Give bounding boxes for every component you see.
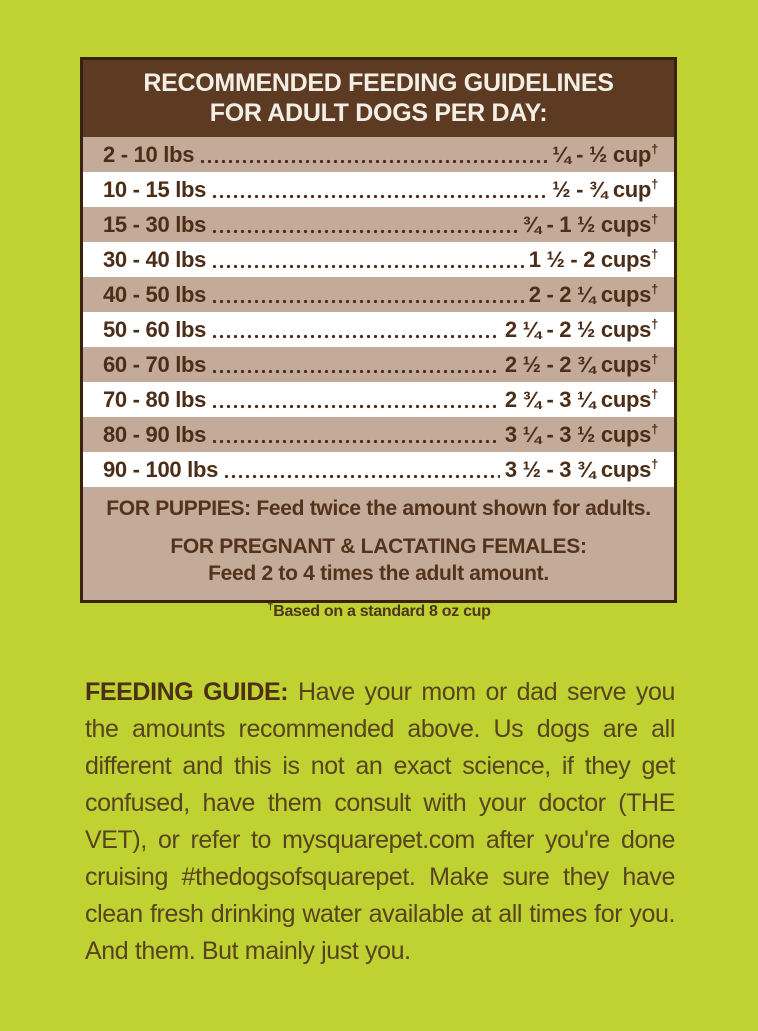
amount: 3 ½ - 3 ¾ cups† [504, 456, 658, 482]
table-row [83, 382, 674, 417]
dagger-mark: † [651, 246, 658, 262]
dagger-mark: † [651, 456, 658, 472]
table-row [83, 312, 674, 347]
dagger-mark: † [651, 176, 658, 192]
dagger-mark: † [651, 351, 658, 367]
amount: ½ - ¾ cup† [552, 176, 658, 202]
table-row [83, 452, 674, 487]
dagger-mark: † [651, 421, 658, 437]
weight-range: 50 - 60 lbs [103, 316, 207, 342]
dagger-mark: † [651, 281, 658, 297]
dotted-leader [211, 207, 518, 242]
amount: 2 ½ - 2 ¾ cups† [504, 351, 658, 377]
pregnant-females-text: Feed 2 to 4 times the adult amount. [208, 562, 549, 585]
amount: 2 ¼ - 2 ½ cups† [504, 316, 658, 342]
feeding-guide-body: Have your mom or dad serve you the amounts recommended above. Us dogs are all different and this is not an exact science, if they get confused, have them consult with your doctor (THE VET), or refer to mysquarepet.com after you're done cruising #thedogsofsquarepet. Make sure they have clean fresh drinking water available at all times for you. And them. But mainly just you. [85, 678, 675, 965]
amount: 1 ½ - 2 cups† [528, 246, 658, 272]
amount: ¾ - 1 ½ cups† [522, 211, 658, 237]
cup-footnote-text: Based on a standard 8 oz cup [273, 603, 491, 620]
amount: 2 - 2 ¼ cups† [528, 281, 658, 307]
dotted-leader [211, 242, 524, 277]
table-row [83, 347, 674, 382]
table-title [83, 60, 674, 137]
table-footer-notes [83, 487, 674, 600]
dotted-leader [211, 347, 500, 382]
dotted-leader [211, 312, 500, 347]
feeding-guide-paragraph [85, 674, 675, 970]
dagger-mark: † [651, 386, 658, 402]
dagger-mark: † [267, 600, 274, 613]
pregnant-females-title: FOR PREGNANT & LACTATING FEMALES: [170, 535, 587, 558]
table-row [83, 207, 674, 242]
weight-range: 80 - 90 lbs [103, 421, 207, 447]
dagger-mark: † [651, 141, 658, 157]
weight-range: 10 - 15 lbs [103, 176, 207, 202]
weight-range: 60 - 70 lbs [103, 351, 207, 377]
amount: 3 ¼ - 3 ½ cups† [504, 421, 658, 447]
weight-range: 70 - 80 lbs [103, 386, 207, 412]
amount: ¼ - ½ cup† [552, 141, 658, 167]
table-title-line2: FOR ADULT DOGS PER DAY: [209, 99, 548, 127]
puppies-note: FOR PUPPIES: Feed twice the amount shown for adults. [106, 497, 651, 520]
dotted-leader [211, 382, 500, 417]
table-title-line1: RECOMMENDED FEEDING GUIDELINES [143, 69, 614, 97]
weight-range: 30 - 40 lbs [103, 246, 207, 272]
dotted-leader [211, 277, 524, 312]
feeding-guidelines-table [80, 57, 677, 603]
table-row [83, 417, 674, 452]
amount: 2 ¾ - 3 ¼ cups† [504, 386, 658, 412]
table-row [83, 242, 674, 277]
table-row [83, 277, 674, 312]
weight-range: 15 - 30 lbs [103, 211, 207, 237]
dagger-mark: † [651, 211, 658, 227]
dotted-leader [223, 452, 500, 487]
feeding-guide-label: FEEDING GUIDE: [85, 678, 289, 706]
table-row [83, 137, 674, 172]
weight-range: 90 - 100 lbs [103, 456, 219, 482]
weight-range: 2 - 10 lbs [103, 141, 195, 167]
dotted-leader [211, 417, 500, 452]
table-row [83, 172, 674, 207]
table-rows [83, 137, 674, 487]
weight-range: 40 - 50 lbs [103, 281, 207, 307]
dotted-leader [211, 172, 547, 207]
cup-footnote [0, 600, 758, 621]
dagger-mark: † [651, 316, 658, 332]
dotted-leader [199, 137, 547, 172]
